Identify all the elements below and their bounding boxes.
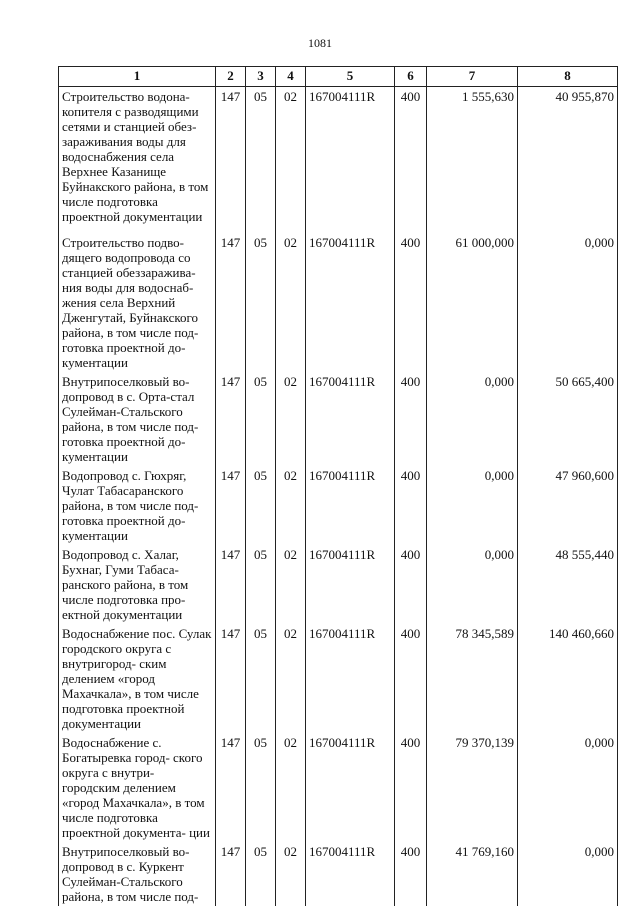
row-c4: 02: [276, 87, 306, 233]
table-row: [59, 87, 618, 233]
header-col-4: 4: [276, 67, 306, 87]
table-row: [59, 545, 618, 624]
row-c5: 167004111R: [306, 842, 395, 906]
row-name: Строительство водона- копителя с разводящими сетями и станцией обез- зараживания воды для водоснабжения села Верхнее Казанище Буйнакского района, в том числе подготовка проектной документации: [59, 87, 216, 233]
header-row: [59, 67, 618, 87]
row-c7: 78 345,589: [427, 624, 518, 733]
row-c8: 0,000: [518, 733, 618, 842]
row-c3: 05: [246, 545, 276, 624]
row-c4: 02: [276, 466, 306, 545]
row-c3: 05: [246, 733, 276, 842]
row-c4: 02: [276, 233, 306, 372]
row-c4: 02: [276, 842, 306, 906]
row-name: Внутрипоселковый во- допровод в с. Куркент Сулейман-Стальского района, в том числе под-: [59, 842, 216, 906]
row-c7: 41 769,160: [427, 842, 518, 906]
row-c2: 147: [216, 624, 246, 733]
row-c2: 147: [216, 466, 246, 545]
row-c7: 0,000: [427, 466, 518, 545]
row-name: Строительство подво- дящего водопровода со станцией обеззаражива- ния воды для водоснаб- жения села Верхний Дженгутай, Буйнакского района, в том числе под- готовка проектной до- кументации: [59, 233, 216, 372]
row-c8: 140 460,660: [518, 624, 618, 733]
row-c4: 02: [276, 372, 306, 466]
row-c7: 1 555,630: [427, 87, 518, 233]
header-col-7: 7: [427, 67, 518, 87]
budget-table: [58, 66, 618, 906]
row-c7: 79 370,139: [427, 733, 518, 842]
row-c5: 167004111R: [306, 372, 395, 466]
row-c3: 05: [246, 842, 276, 906]
row-c3: 05: [246, 233, 276, 372]
row-c5: 167004111R: [306, 545, 395, 624]
row-c6: 400: [395, 87, 427, 233]
row-c2: 147: [216, 733, 246, 842]
row-c6: 400: [395, 624, 427, 733]
row-c5: 167004111R: [306, 466, 395, 545]
row-c8: 50 665,400: [518, 372, 618, 466]
row-c5: 167004111R: [306, 733, 395, 842]
row-name: Водоснабжение пос. Сулак городского округа с внутригород- ским делением «город Махачкала», в том числе подготовка проектной документации: [59, 624, 216, 733]
row-name: Водопровод с. Гюхряг, Чулат Табасаранского района, в том числе под- готовка проектной до- кументации: [59, 466, 216, 545]
row-c3: 05: [246, 87, 276, 233]
row-c5: 167004111R: [306, 87, 395, 233]
row-c6: 400: [395, 466, 427, 545]
row-name: Внутрипоселковый во- допровод в с. Орта-стал Сулейман-Стальского района, в том числе под- готовка проектной до- кументации: [59, 372, 216, 466]
row-c6: 400: [395, 733, 427, 842]
header-col-6: 6: [395, 67, 427, 87]
table-row: [59, 233, 618, 372]
row-c2: 147: [216, 87, 246, 233]
table-row: [59, 466, 618, 545]
header-col-8: 8: [518, 67, 618, 87]
table-body: [59, 87, 618, 906]
row-c8: 48 555,440: [518, 545, 618, 624]
row-c5: 167004111R: [306, 233, 395, 372]
header-col-3: 3: [246, 67, 276, 87]
table-row: [59, 842, 618, 906]
row-c6: 400: [395, 372, 427, 466]
row-c2: 147: [216, 233, 246, 372]
row-c8: 0,000: [518, 842, 618, 906]
table-header: [59, 67, 618, 87]
table-row: [59, 733, 618, 842]
page-number: 1081: [308, 36, 332, 50]
row-c8: 40 955,870: [518, 87, 618, 233]
table-row: [59, 624, 618, 733]
row-c6: 400: [395, 545, 427, 624]
row-c5: 167004111R: [306, 624, 395, 733]
row-c2: 147: [216, 842, 246, 906]
row-c8: 47 960,600: [518, 466, 618, 545]
header-col-5: 5: [306, 67, 395, 87]
row-c6: 400: [395, 842, 427, 906]
table-row: [59, 372, 618, 466]
row-c4: 02: [276, 545, 306, 624]
row-c7: 0,000: [427, 545, 518, 624]
row-c7: 61 000,000: [427, 233, 518, 372]
row-c7: 0,000: [427, 372, 518, 466]
row-c3: 05: [246, 466, 276, 545]
header-col-2: 2: [216, 67, 246, 87]
row-c3: 05: [246, 372, 276, 466]
row-c4: 02: [276, 733, 306, 842]
row-c6: 400: [395, 233, 427, 372]
row-c3: 05: [246, 624, 276, 733]
row-c2: 147: [216, 545, 246, 624]
row-c8: 0,000: [518, 233, 618, 372]
row-c2: 147: [216, 372, 246, 466]
row-c4: 02: [276, 624, 306, 733]
row-name: Водопровод с. Халаг, Бухнаг, Гуми Табаса- ранского района, в том числе подготовка про- ектной документации: [59, 545, 216, 624]
row-name: Водоснабжение с. Богатыревка город- ского округа с внутри- городским делением «город Махачкала», в том числе подготовка проектной документа- ции: [59, 733, 216, 842]
header-col-1: 1: [59, 67, 216, 87]
